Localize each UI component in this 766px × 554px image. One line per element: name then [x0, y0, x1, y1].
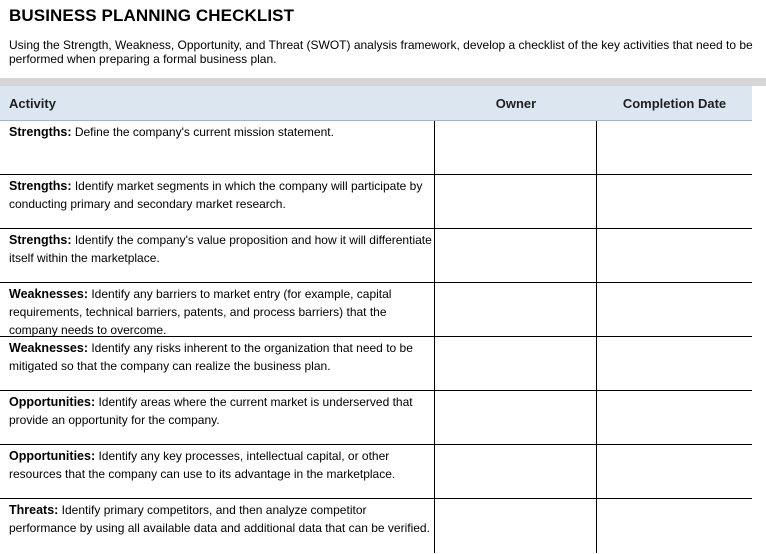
- owner-cell[interactable]: [434, 121, 597, 174]
- completion-date-cell[interactable]: [596, 121, 752, 174]
- activity-cell[interactable]: [0, 229, 435, 282]
- owner-cell[interactable]: [434, 337, 597, 390]
- activity-category: Opportunities:: [9, 395, 96, 409]
- activity-text: Identify any key processes, intellectual capital, or other resources that the company can use to its advantage in the marketplace.: [9, 449, 396, 481]
- activity-cell[interactable]: [0, 499, 435, 553]
- table-row: [0, 391, 752, 445]
- activity-category: Strengths:: [9, 233, 72, 247]
- activity-cell[interactable]: [0, 391, 435, 444]
- intro-text: Using the Strength, Weakness, Opportunity, and Threat (SWOT) analysis framework, develop a checklist of the key activities that need to be performed when preparing a formal business plan.: [9, 38, 753, 66]
- activity-category: Weaknesses:: [9, 341, 88, 355]
- table-row: [0, 121, 752, 175]
- column-header-activity: Activity: [9, 95, 56, 111]
- completion-date-cell[interactable]: [596, 229, 752, 282]
- completion-date-cell[interactable]: [596, 499, 752, 553]
- activity-category: Weaknesses:: [9, 287, 88, 301]
- activity-cell[interactable]: [0, 445, 435, 498]
- activity-cell[interactable]: [0, 283, 435, 336]
- owner-cell[interactable]: [434, 499, 597, 553]
- activity-cell[interactable]: [0, 121, 435, 174]
- activity-text: Identify any barriers to market entry (for example, capital requirements, technical barriers, patents, and process barriers) that the company needs to overcome.: [9, 287, 392, 336]
- activity-category: Strengths:: [9, 125, 72, 139]
- activity-text: Identify the company's value proposition and how it will differentiate itself within the marketplace.: [9, 233, 432, 265]
- owner-cell[interactable]: [434, 283, 597, 336]
- header-band: [0, 78, 766, 86]
- completion-date-cell[interactable]: [596, 337, 752, 390]
- table-row: [0, 445, 752, 499]
- column-header-owner: Owner: [495, 95, 537, 111]
- table-row: [0, 283, 752, 337]
- activity-category: Threats:: [9, 503, 59, 517]
- table-row: [0, 499, 752, 553]
- owner-cell[interactable]: [434, 175, 597, 228]
- owner-cell[interactable]: [434, 229, 597, 282]
- table-row: [0, 175, 752, 229]
- page-title: BUSINESS PLANNING CHECKLIST: [9, 6, 295, 25]
- table-header: [0, 86, 752, 120]
- checklist-table: [0, 121, 752, 553]
- activity-category: Opportunities:: [9, 449, 96, 463]
- activity-cell[interactable]: [0, 175, 435, 228]
- completion-date-cell[interactable]: [596, 283, 752, 336]
- activity-category: Strengths:: [9, 179, 72, 193]
- table-row: [0, 337, 752, 391]
- activity-text: Identify primary competitors, and then analyze competitor performance by using all available data and additional data that can be verified.: [9, 503, 430, 535]
- owner-cell[interactable]: [434, 391, 597, 444]
- column-header-completion-date: Completion Date: [622, 95, 727, 111]
- completion-date-cell[interactable]: [596, 445, 752, 498]
- activity-cell[interactable]: [0, 337, 435, 390]
- activity-text: Identify market segments in which the company will participate by conducting primary and secondary market research.: [9, 179, 423, 211]
- activity-text: Identify any risks inherent to the organization that need to be mitigated so that the company can realize the business plan.: [9, 341, 413, 373]
- completion-date-cell[interactable]: [596, 175, 752, 228]
- activity-text: Identify areas where the current market is underserved that provide an opportunity for the company.: [9, 395, 413, 427]
- table-row: [0, 229, 752, 283]
- activity-text: Define the company's current mission statement.: [74, 125, 334, 139]
- owner-cell[interactable]: [434, 445, 597, 498]
- completion-date-cell[interactable]: [596, 391, 752, 444]
